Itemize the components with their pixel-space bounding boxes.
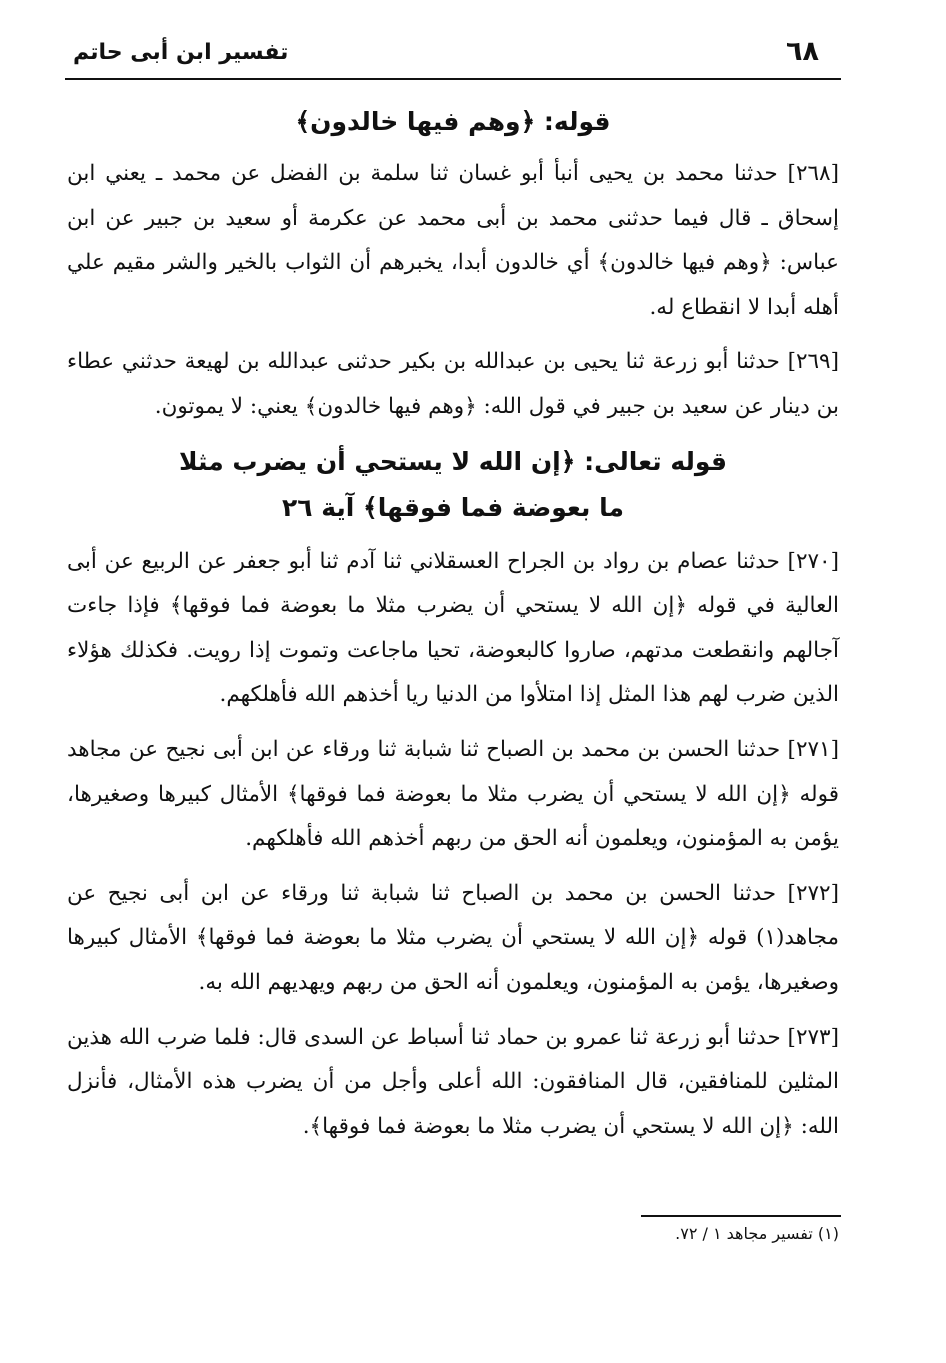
section-heading-2-line-2: ما بعوضة فما فوقها﴾ آية ٢٦	[282, 492, 624, 522]
hadith-paragraph-268: [٢٦٨] حدثنا محمد بن يحيى أنبأ أبو غسان ثنا سلمة بن الفضل عن محمد ـ يعني ابن إسحاق ـ قال فيما حدثنى محمد بن أبى محمد عن عكرمة أو سعيد بن جبير عن ابن عباس: ﴿وهم فيها خالدون﴾ أي خالدون أبدا، يخبرهم أن الثواب بالخير والشر مقيم علي أهله أبدا لا انقطاع له.	[67, 161, 839, 320]
hadith-paragraph-273: [٢٧٣] حدثنا أبو زرعة ثنا عمرو بن حماد ثنا أسباط عن السدى قال: فلما ضرب الله هذين المثلين للمنافقين، قال المنافقون: الله أعلى وأجل من أن يضرب هذه الأمثال، فأنزل الله: ﴿إن الله لا يستحي أن يضرب مثلا ما بعوضة فما فوقها﴾.	[67, 1024, 839, 1139]
footnote-rule	[641, 1215, 841, 1217]
section-heading-1: قوله: ﴿وهم فيها خالدون﴾	[295, 107, 611, 136]
hadith-paragraph-269: [٢٦٩] حدثنا أبو زرعة ثنا يحيى بن عبدالله بن بكير حدثنى عبدالله بن لهيعة حدثني عطاء بن دينار عن سعيد بن جبير في قول الله: ﴿وهم فيها خالدون﴾ يعني: لا يموتون.	[67, 349, 839, 419]
page-header	[65, 36, 841, 76]
section-heading-2-line-1: قوله تعالى: ﴿إن الله لا يستحي أن يضرب مثلا	[179, 446, 727, 476]
running-title: تفسير ابن أبى حاتم	[73, 40, 289, 65]
book-page	[65, 0, 841, 1363]
footnote: (١) تفسير مجاهد ١ / ٧٢.	[675, 1224, 839, 1243]
header-rule	[65, 78, 841, 80]
hadith-paragraph-271: [٢٧١] حدثنا الحسن بن محمد بن الصباح ثنا شبابة ثنا ورقاء عن ابن أبى نجيح عن مجاهد قوله ﴿إن الله لا يستحي أن يضرب مثلا ما بعوضة فما فوقها﴾ الأمثال كبيرها وصغيرها، يؤمن به المؤمنون، ويعلمون أنه الحق من ربهم أخذهم الله فأهلكهم.	[67, 736, 839, 852]
hadith-paragraph-272: [٢٧٢] حدثنا الحسن بن محمد بن الصباح ثنا شبابة ثنا ورقاء عن ابن أبى نجيح عن مجاهد(١) قوله ﴿إن الله لا يستحي أن يضرب مثلا ما بعوضة فما فوقها﴾ الأمثال كبيرها وصغيرها، يؤمن به المؤمنون، ويعلمون أنه الحق من ربهم ويهديهم الله به.	[67, 880, 839, 995]
page-number: ٦٨	[786, 36, 819, 67]
main-text	[65, 96, 841, 1149]
hadith-paragraph-270: [٢٧٠] حدثنا عصام بن رواد بن الجراح العسقلاني ثنا آدم ثنا أبو جعفر عن الربيع عن أبى العالية في قوله ﴿إن الله لا يستحي أن يضرب مثلا ما بعوضة فما فوقها﴾ فإذا جاءت آجالهم وانقطعت مدتهم، صاروا كالبعوضة، تحيا ماجاعت وتموت إذا رويت. فكذلك هؤلاء الذين ضرب لهم هذا المثل إذا امتلأوا من الدنيا ريا أخذهم الله فأهلكهم.	[67, 548, 839, 708]
